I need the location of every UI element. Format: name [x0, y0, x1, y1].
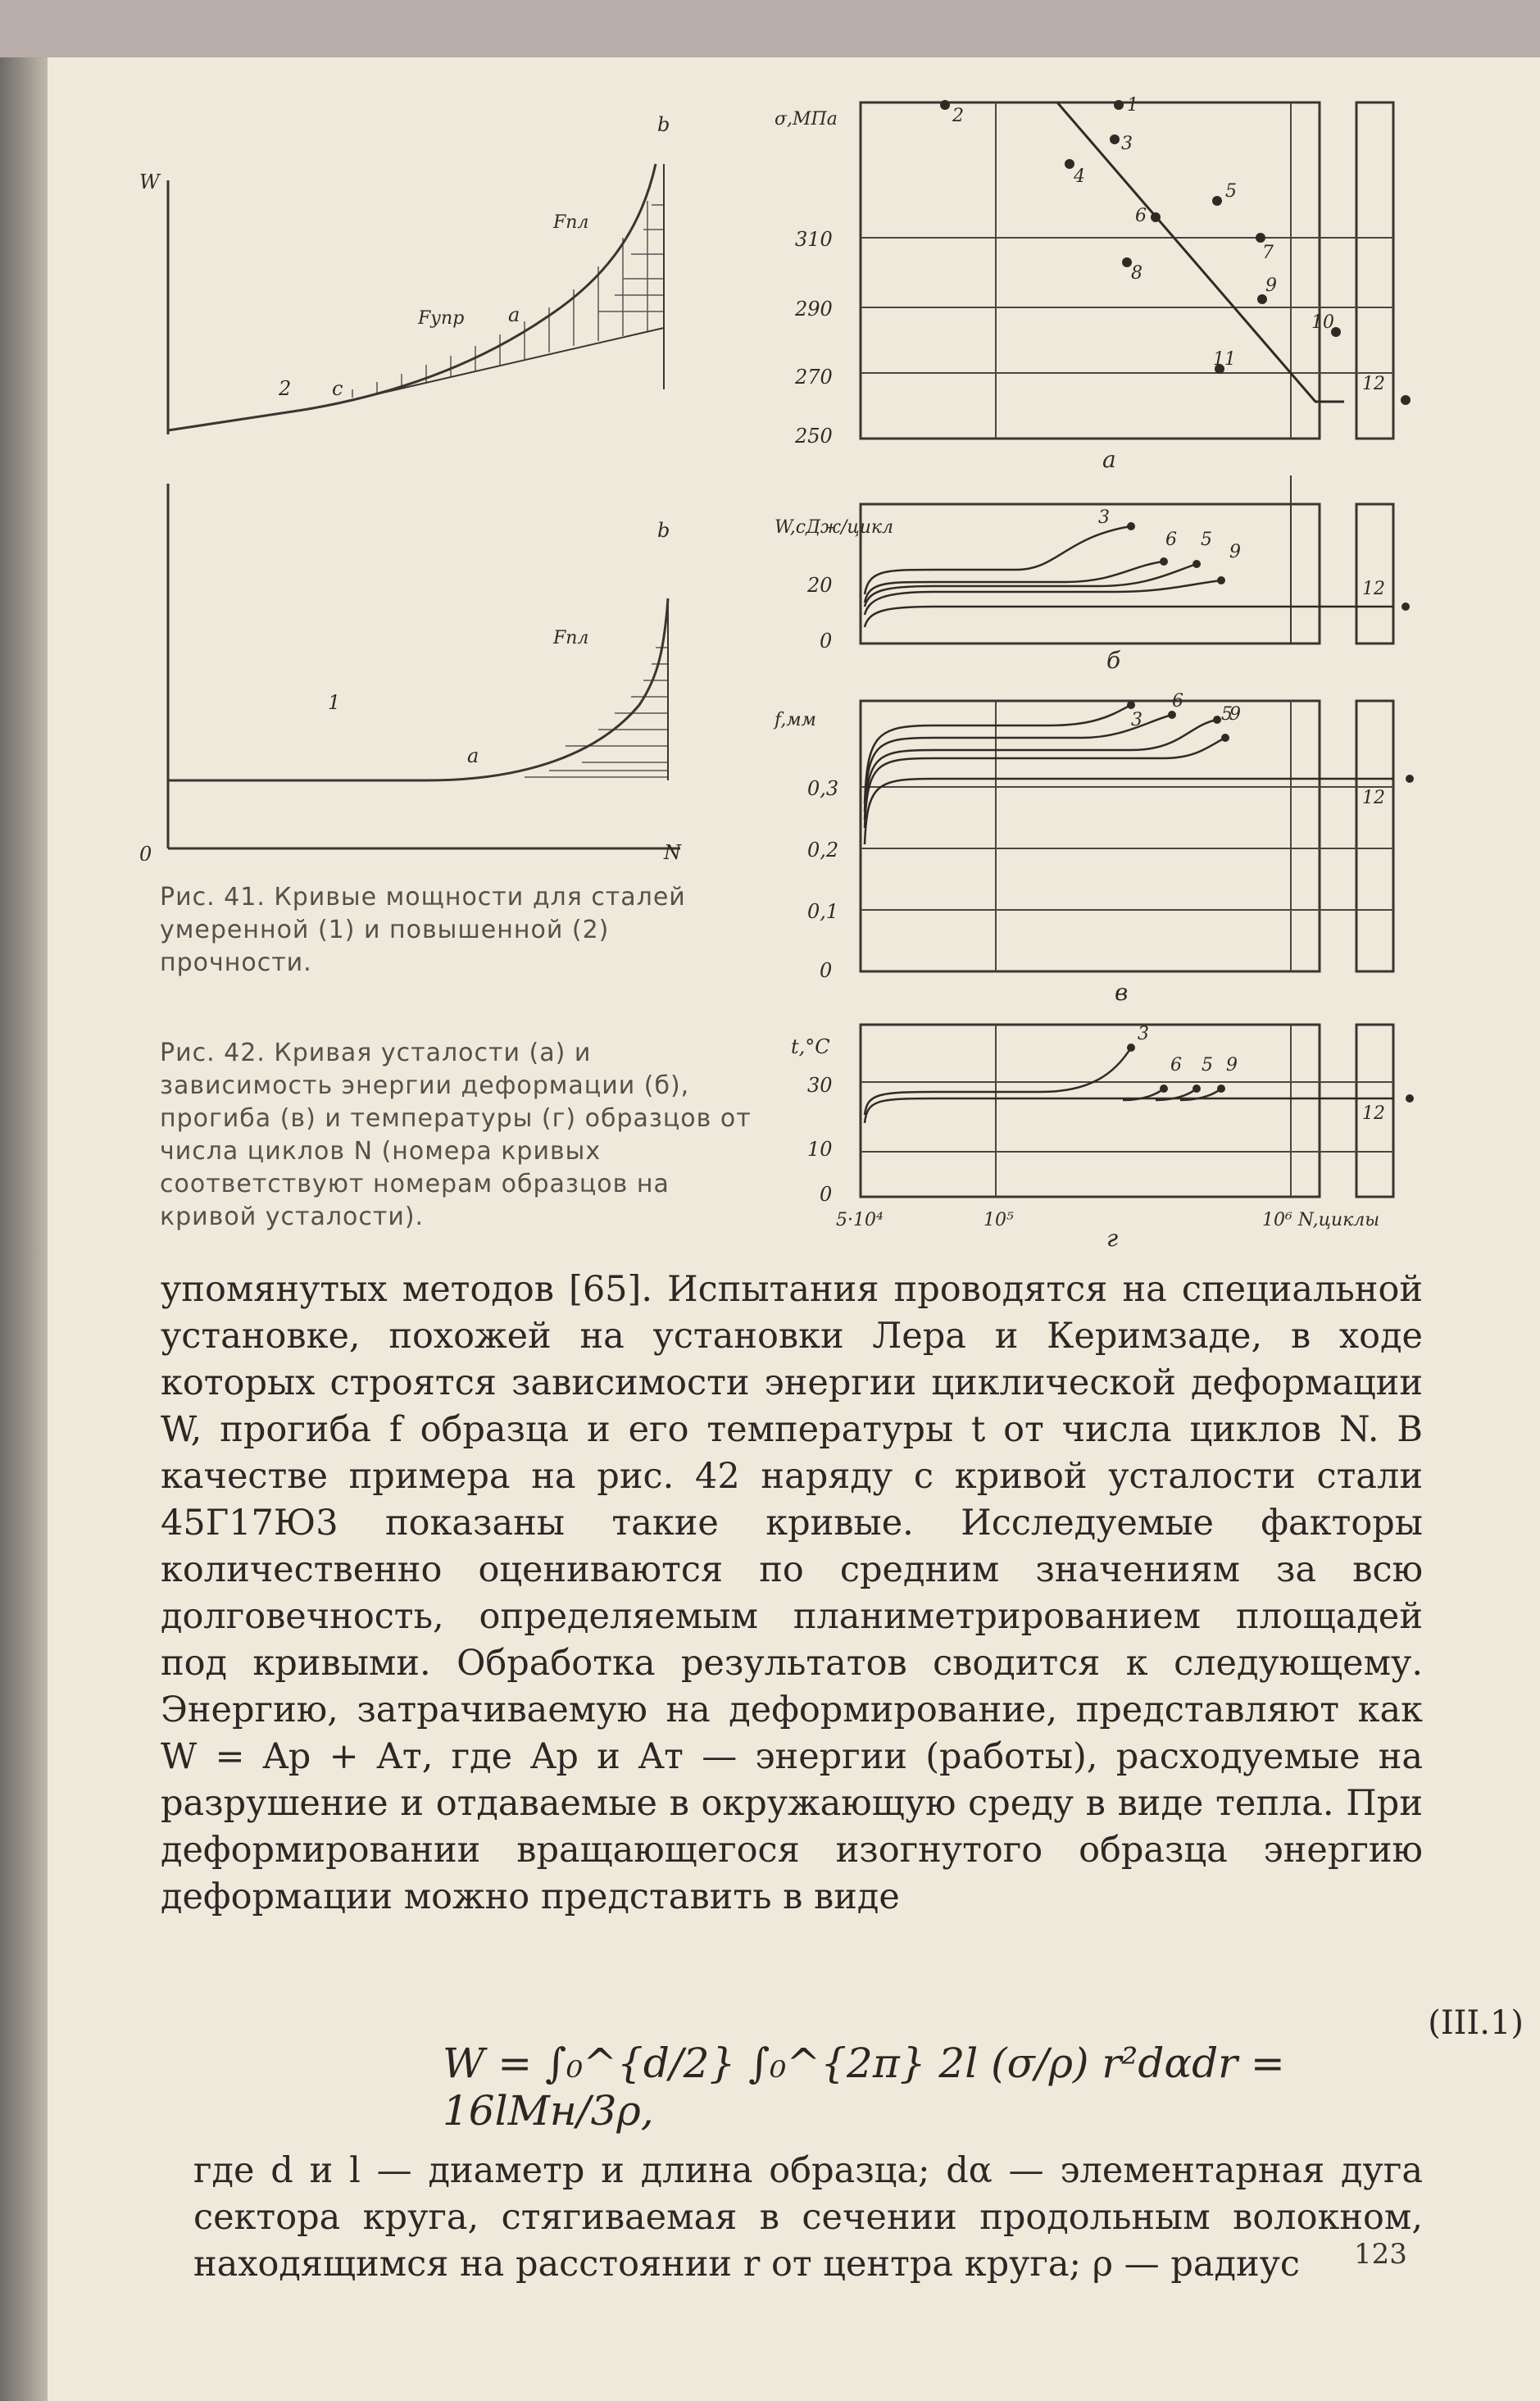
- svg-text:12: 12: [1362, 1103, 1385, 1124]
- page-number: 123: [1354, 2238, 1407, 2271]
- fig42-c-ylabel: f,мм: [775, 710, 816, 730]
- fig42-d-ylabel: t,°C: [791, 1035, 830, 1058]
- fig41-top-hatch: [336, 172, 664, 402]
- svg-text:10: 10: [1311, 312, 1334, 333]
- fig41-bot-curve: [168, 598, 668, 780]
- fig42-panel-b: [775, 475, 1410, 674]
- svg-text:12: 12: [1362, 374, 1385, 394]
- svg-text:7: 7: [1262, 243, 1274, 263]
- fig42-c-letter: в: [1115, 979, 1129, 1006]
- fig41-bot-hatch: [525, 648, 668, 777]
- svg-text:0,2: 0,2: [807, 839, 839, 862]
- fig42-b-ylabel: W,сДж/цикл: [775, 517, 894, 538]
- fig41-bot-a: a: [467, 744, 479, 767]
- fig42-a-letter: а: [1102, 446, 1116, 473]
- formula-iii1: [443, 1992, 1426, 2148]
- svg-text:5·10⁴: 5·10⁴: [836, 1210, 884, 1230]
- fig41-caption: Рис. 41. Кривые мощности для сталей умеренной (1) и повышенной (2) прочности.: [160, 883, 686, 977]
- svg-text:6: 6: [1165, 530, 1177, 550]
- svg-text:3: 3: [1098, 507, 1110, 528]
- svg-text:30: 30: [807, 1074, 833, 1097]
- svg-text:10: 10: [807, 1138, 833, 1161]
- svg-text:9: 9: [1226, 1055, 1238, 1075]
- fig42-d-letter: г: [1106, 1225, 1119, 1252]
- fig41-bot-n: N: [664, 841, 681, 861]
- svg-text:8: 8: [1131, 263, 1143, 284]
- svg-text:2: 2: [952, 106, 964, 126]
- fig41-bot-b: b: [657, 519, 670, 542]
- fig41-top-a: a: [508, 303, 520, 326]
- svg-text:10⁵: 10⁵: [984, 1210, 1014, 1230]
- fig41-plot: [139, 107, 721, 861]
- body-tail: где d и l — диаметр и длина образца; dα — элементарная дуга сектора круга, стягиваемая в сечении продольным волокном, находящимся на расстоянии r от центра круга; ρ — радиус: [193, 2150, 1423, 2285]
- svg-text:3: 3: [1121, 134, 1133, 154]
- svg-text:5: 5: [1202, 1055, 1213, 1075]
- svg-text:12: 12: [1362, 579, 1385, 599]
- svg-text:9: 9: [1229, 542, 1241, 562]
- svg-text:5: 5: [1201, 530, 1212, 550]
- fig42-b-letter: б: [1106, 647, 1121, 674]
- body-paragraph: упомянутых методов [65]. Испытания проводятся на специальной установке, похожей на установки Лера и Керимзаде, в ходе которых строятся зависимости энергии циклической деформации W, прогиба f образца и его температуры t от числа циклов N. В качестве примера на рис. 42 наряду с кривой усталости стали 45Г17Ю3 показаны такие кривые. Исследуемые факторы количественно оцениваются по средним значениям за всю долговечность, определяемым планиметрированием площадей под кривыми. Обработка результатов сводится к следующему. Энергию, затрачиваемую на деформирование, представляют как W = Aр + Aт, где Aр и Aт — энергии (работы), расходуемые на разрушение и отдаваемые в окружающую среду в виде тепла. При деформировании вращающегося изогнутого образца энергию деформации можно представить в виде: [161, 1269, 1423, 1917]
- svg-text:270: 270: [795, 366, 833, 389]
- svg-text:290: 290: [795, 298, 833, 321]
- svg-text:0: 0: [820, 630, 833, 653]
- svg-text:1: 1: [1127, 95, 1138, 116]
- svg-text:9: 9: [1265, 275, 1277, 296]
- svg-text:3: 3: [1131, 710, 1143, 730]
- fig42-plot: [770, 90, 1426, 1254]
- formula-expression: W = ∫₀^{d/2} ∫₀^{2π} 2l (σ/ρ) r²dαdr = 16lMн/3ρ,: [443, 2039, 1285, 2135]
- svg-text:3: 3: [1138, 1024, 1149, 1044]
- fig41-top-b: b: [657, 113, 670, 136]
- fig41-top-fupr: Fупр: [418, 308, 465, 329]
- fig41-bot-fpl: Fпл: [553, 628, 589, 648]
- svg-text:0,3: 0,3: [807, 777, 839, 800]
- svg-text:4: 4: [1074, 166, 1085, 187]
- svg-text:10⁶ N,циклы: 10⁶ N,циклы: [1262, 1210, 1380, 1230]
- fig41-top-2: 2: [279, 377, 292, 400]
- fig41-top-curve: [168, 164, 656, 430]
- svg-text:12: 12: [1362, 788, 1385, 808]
- fig41-bot-origin: 0: [139, 843, 152, 861]
- fig41-top-w-label: W: [139, 171, 160, 193]
- svg-text:310: 310: [795, 228, 833, 251]
- svg-text:11: 11: [1213, 349, 1236, 370]
- svg-text:5: 5: [1225, 181, 1237, 202]
- svg-text:0: 0: [820, 959, 833, 982]
- svg-text:0: 0: [820, 1183, 833, 1206]
- fig42-panel-a: [775, 95, 1411, 473]
- fig41-top-hatch-horizontal: [598, 205, 664, 311]
- svg-text:5: 5: [1221, 704, 1233, 725]
- svg-text:250: 250: [795, 425, 833, 448]
- fig42-a-ylabel: σ,МПа: [775, 109, 838, 130]
- fig41-top-c: c: [332, 377, 343, 400]
- fig42-panel-d: [791, 1024, 1414, 1252]
- svg-text:6: 6: [1172, 691, 1183, 712]
- svg-text:6: 6: [1170, 1055, 1182, 1075]
- svg-text:9: 9: [1229, 704, 1241, 725]
- svg-text:20: 20: [807, 574, 833, 597]
- fig42-caption: Рис. 42. Кривая усталости (а) и зависимость энергии деформации (б), прогиба (в) и температуры (г) образцов от числа циклов N (номера кривых соответствуют номерам образцов на кривой усталости).: [160, 1039, 752, 1231]
- fig41-top-linear: [344, 328, 664, 402]
- fig41-top-fpl: Fпл: [553, 212, 589, 233]
- fig41-bot-1: 1: [328, 691, 341, 714]
- fig42-panel-c: [773, 691, 1414, 1006]
- svg-text:6: 6: [1135, 206, 1147, 226]
- fig41-top-hatch-lines: [352, 201, 647, 398]
- formula-number: (III.1): [1428, 2004, 1524, 2042]
- svg-text:0,1: 0,1: [807, 900, 839, 923]
